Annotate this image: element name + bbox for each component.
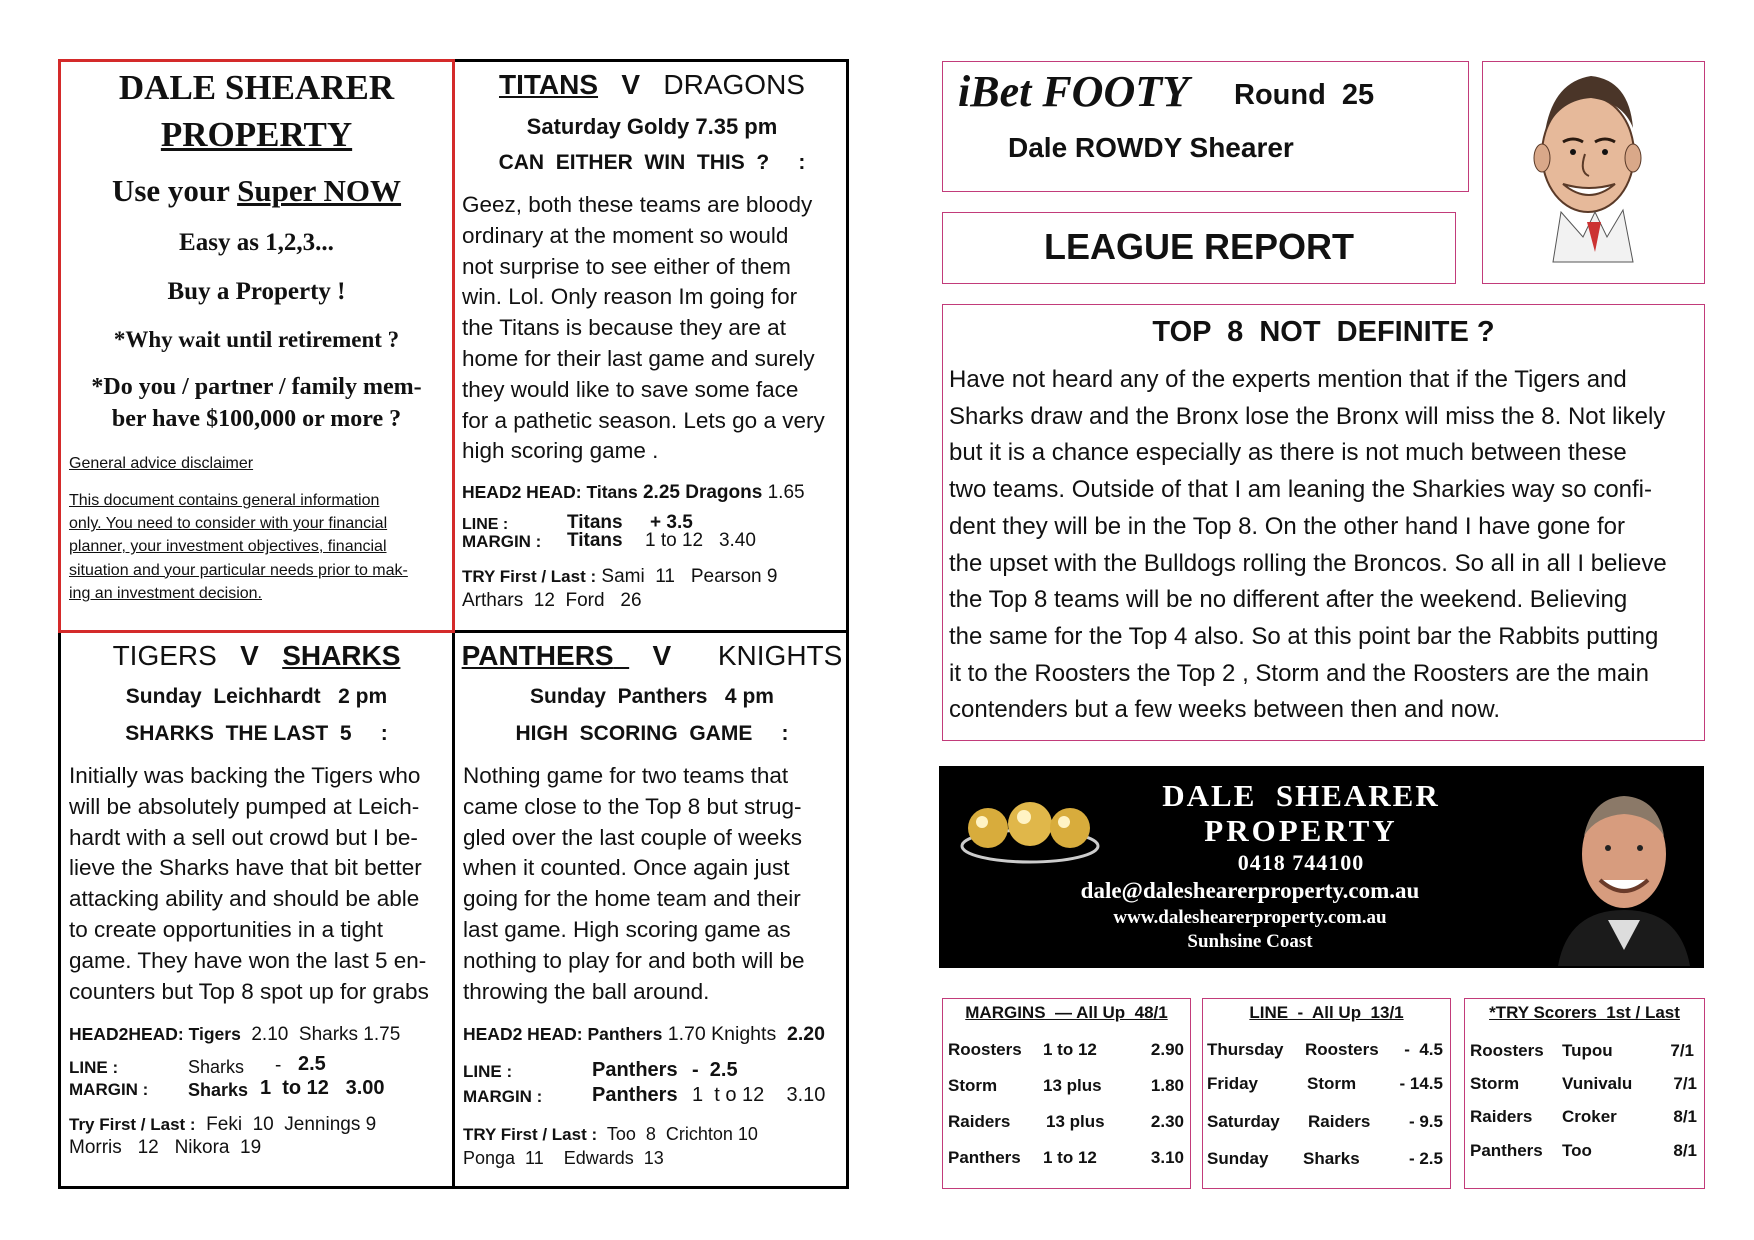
titans-try2: Arthars 12 Ford 26 — [462, 590, 642, 611]
disclaimer-line: only. You need to consider with your financial — [69, 515, 388, 533]
team-knights: KNIGHTS — [717, 640, 843, 671]
titans-line-team: Titans — [567, 512, 623, 533]
row-player: Tupou — [1562, 1041, 1613, 1060]
banner-name1: DALE SHEARER — [1162, 778, 1440, 813]
team-panthers: PANTHERS — [461, 640, 614, 671]
body-line: Initially was backing the Tigers who — [69, 763, 421, 788]
body-line: Geez, both these teams are bloody — [462, 192, 813, 217]
row-odds: 3.10 — [1150, 1148, 1184, 1167]
body-line: will be absolutely pumped at Leich- — [69, 793, 420, 819]
try-label: Try First / Last : — [69, 1115, 196, 1134]
panthers-body — [463, 761, 848, 1007]
body-line: the Titans is because they are at — [462, 315, 786, 341]
row-team: Raiders — [1308, 1112, 1371, 1131]
titans-line-label: LINE : — [462, 516, 509, 533]
banner-phone: 0418 744100 — [1237, 850, 1365, 875]
table-row — [1470, 1074, 1702, 1096]
titans-margin-team: Titans — [567, 530, 623, 551]
titans-matchup — [455, 69, 849, 101]
body-line: Nothing game for two teams that — [463, 763, 789, 788]
body-line: came close to the Top 8 but strug- — [463, 793, 802, 819]
body-line: going for the home team and their — [463, 886, 801, 912]
table-row — [1470, 1041, 1702, 1063]
panthers-try1 — [463, 1124, 758, 1145]
row-day: Saturday — [1207, 1112, 1280, 1131]
versus: V — [621, 69, 641, 100]
panthers-line-label: LINE : — [463, 1062, 513, 1081]
body-line: Sharks draw and the Bronx lose the Bronx will miss the 8. Not likely — [949, 402, 1666, 430]
tigers-line-value: 2.5 — [298, 1053, 326, 1075]
row-odds: 7/1 — [1670, 1041, 1694, 1060]
tigers-matchup — [58, 640, 455, 672]
body-line: home for their last game and surely — [462, 345, 815, 371]
body-line: win. Lol. Only reason Im going for — [462, 284, 798, 310]
try-title: *TRY Scorers 1st / Last — [1489, 1003, 1680, 1022]
ad-title-line2: PROPERTY — [160, 115, 353, 154]
tigers-when: Sunday Leichhardt 2 pm — [125, 685, 388, 708]
ad-super-prefix: Use your — [111, 173, 238, 208]
try-players: Too 8 Crichton 10 — [606, 1124, 758, 1144]
row-team: Sharks — [1303, 1149, 1360, 1168]
body-line: last game. High scoring game as — [463, 916, 791, 942]
team-sharks: SHARKS — [282, 640, 401, 671]
body-line: they would like to save some face — [462, 376, 799, 402]
ad-easy-line: Easy as 1,2,3... — [179, 229, 334, 256]
h2h-label: HEAD2HEAD: Tigers — [69, 1024, 241, 1044]
banner-region: Sunhsine Coast — [1187, 931, 1313, 952]
row-odds: 8/1 — [1673, 1107, 1697, 1126]
row-range: 1 to 12 — [1043, 1148, 1097, 1167]
body-line: the Top 8 teams will be no different after the weekend. Believing — [949, 586, 1628, 614]
table-row — [1207, 1074, 1447, 1096]
titans-when: Saturday Goldy 7.35 pm — [526, 114, 778, 139]
row-range: 13 plus — [1046, 1112, 1105, 1131]
try-label: TRY First / Last : — [462, 567, 597, 586]
row-team: Storm — [948, 1076, 998, 1095]
gold-balls-logo — [948, 780, 1108, 870]
banner-email: dale@daleshearerproperty.com.au — [1080, 878, 1420, 903]
h2h-odds: 1.70 Knights — [667, 1023, 777, 1045]
tigers-body — [69, 761, 454, 1007]
caricature-box — [1482, 61, 1705, 284]
ad-buy-line: Buy a Property ! — [167, 278, 346, 305]
row-day: Sunday — [1207, 1149, 1269, 1168]
try-players: Feki 10 Jennings 9 — [206, 1114, 377, 1135]
disclaimer-title: General advice disclaimer — [69, 455, 254, 472]
disclaimer-line: This document contains general information — [69, 492, 380, 509]
row-team: Panthers — [1470, 1141, 1543, 1160]
h2h-odds: 2.25 — [642, 482, 680, 503]
row-odds: 8/1 — [1673, 1141, 1697, 1160]
body-line: the upset with the Bulldogs rolling the Broncos. So all in all I believe — [949, 549, 1667, 577]
body-line: attacking ability and should be able — [69, 886, 420, 912]
titans-body — [462, 190, 847, 467]
row-value: - 4.5 — [1404, 1040, 1443, 1059]
versus: V — [240, 640, 259, 671]
panthers-margin-team: Panthers — [592, 1084, 678, 1106]
titans-headline: CAN EITHER WIN THIS ? : — [498, 151, 806, 174]
row-team: Roosters — [1305, 1040, 1379, 1059]
tigers-try2: Morris 12 Nikora 19 — [69, 1137, 262, 1158]
row-range: 13 plus — [1043, 1076, 1102, 1095]
ad-super-now: Super NOW — [237, 173, 402, 208]
row-team: Roosters — [1470, 1041, 1544, 1060]
body-line: nothing to play for and both will be — [463, 947, 805, 973]
body-line: but it is a chance especially as there is not much between these — [949, 439, 1627, 467]
tigers-headline: SHARKS THE LAST 5 : — [125, 722, 388, 745]
tigers-line-label: LINE : — [69, 1058, 119, 1077]
row-day: Thursday — [1207, 1040, 1284, 1059]
body-line: it to the Roosters the Top 2 , Storm and the Roosters are the main — [949, 659, 1649, 687]
titans-h2h — [462, 482, 805, 504]
table-row — [1207, 1149, 1447, 1171]
ad-do-line2: ber have $100,000 or more ? — [111, 406, 402, 432]
tigers-margin-team: Sharks — [188, 1080, 249, 1100]
round-label: Round 25 — [1234, 79, 1375, 111]
try-label: TRY First / Last : — [463, 1125, 598, 1144]
row-player: Too — [1562, 1141, 1592, 1160]
panthers-when: Sunday Panthers 4 pm — [530, 685, 774, 708]
h2h-label: HEAD2 HEAD: Panthers — [463, 1024, 663, 1044]
table-row — [1470, 1141, 1702, 1163]
table-row — [1207, 1040, 1447, 1062]
row-range: 1 to 12 — [1043, 1040, 1097, 1059]
row-value: - 14.5 — [1399, 1074, 1443, 1093]
tigers-margin-value: 1 to 12 3.00 — [260, 1077, 385, 1099]
team-dragons: DRAGONS — [663, 69, 805, 100]
body-line: for a pathetic season. Lets go a very — [462, 407, 825, 433]
ad-super-line — [61, 173, 452, 209]
row-team: Raiders — [948, 1112, 1011, 1131]
agent-photo — [1548, 770, 1700, 966]
titans-margin-label: MARGIN : — [462, 532, 542, 551]
ad-why-line: *Why wait until retirement ? — [113, 327, 400, 352]
team-tigers: TIGERS — [112, 640, 217, 671]
h2h-team: Dragons — [685, 482, 763, 503]
titans-margin-value: 1 to 12 3.40 — [645, 530, 756, 551]
versus: V — [652, 640, 672, 671]
tigers-h2h — [69, 1024, 400, 1046]
tigers-margin-label: MARGIN : — [69, 1080, 149, 1099]
margins-title: MARGINS — All Up 48/1 — [965, 1003, 1168, 1022]
league-report-title: LEAGUE REPORT — [1043, 226, 1355, 267]
row-team: Raiders — [1470, 1107, 1533, 1126]
h2h-label: HEAD2 HEAD: Titans — [462, 482, 638, 502]
tigers-line-dash: - — [275, 1055, 282, 1076]
team-titans: TITANS — [499, 69, 599, 100]
body-line: not surprise to see either of them — [462, 253, 791, 279]
tigers-line-team: Sharks — [188, 1057, 245, 1077]
body-line: contenders but a few weeks between then and now. — [949, 696, 1501, 724]
disclaimer-text — [69, 489, 454, 605]
body-line: counters but Top 8 spot up for grabs — [69, 978, 429, 1004]
table-row — [948, 1148, 1188, 1170]
line-title: LINE - All Up 13/1 — [1249, 1003, 1404, 1022]
ad-do-line1: *Do you / partner / family mem- — [91, 374, 422, 400]
titans-try1 — [462, 566, 777, 588]
row-player: Croker — [1562, 1107, 1617, 1126]
body-line: Have not heard any of the experts mention that if the Tigers and — [949, 366, 1627, 393]
row-team: Storm — [1470, 1074, 1520, 1093]
row-value: - 9.5 — [1408, 1112, 1443, 1131]
row-odds: 1.80 — [1150, 1076, 1184, 1095]
table-row — [948, 1112, 1188, 1134]
row-team: Storm — [1307, 1074, 1357, 1093]
panthers-headline: HIGH SCORING GAME : — [515, 722, 789, 745]
caricature-image — [1483, 62, 1703, 282]
panthers-line-value: - 2.5 — [692, 1059, 738, 1081]
table-row — [948, 1076, 1188, 1098]
brand-title: iBet FOOTY — [958, 67, 1189, 116]
body-line: hardt with a sell out crowd but I be- — [69, 824, 418, 850]
panthers-h2h — [463, 1023, 825, 1046]
body-line: throwing the ball around. — [463, 978, 710, 1004]
row-player: Vunivalu — [1562, 1074, 1633, 1093]
disclaimer-line: planner, your investment objectives, financial — [69, 538, 387, 556]
body-line: the same for the Top 4 also. So at this point bar the Rabbits putting — [949, 622, 1659, 650]
row-odds: 2.90 — [1150, 1040, 1184, 1059]
row-day: Friday — [1207, 1074, 1259, 1093]
row-odds: 7/1 — [1673, 1074, 1697, 1093]
try-players: Sami 11 Pearson 9 — [601, 566, 778, 587]
body-line: gled over the last couple of weeks — [463, 824, 802, 850]
row-odds: 2.30 — [1150, 1112, 1184, 1131]
panthers-margin-value: 1 t o 12 3.10 — [692, 1084, 826, 1106]
tigers-try1 — [69, 1114, 376, 1136]
h2h-odds: 1.65 — [767, 482, 805, 503]
row-team: Roosters — [948, 1040, 1022, 1059]
body-line: ordinary at the moment so would — [462, 222, 789, 248]
row-value: - 2.5 — [1408, 1149, 1443, 1168]
ad-title-line1: DALE SHEARER — [118, 68, 395, 107]
article-body — [949, 362, 1704, 729]
author-name: Dale ROWDY Shearer — [1008, 132, 1294, 163]
body-line: to create opportunities in a tight — [69, 916, 383, 942]
titans-line-value: + 3.5 — [650, 512, 693, 533]
table-row — [948, 1040, 1188, 1062]
panthers-margin-label: MARGIN : — [463, 1087, 543, 1106]
disclaimer-line: situation and your particular needs prior to mak- — [69, 561, 408, 579]
row-team: Panthers — [948, 1148, 1021, 1167]
body-line: when it counted. Once again just — [463, 855, 790, 881]
disclaimer-line: ing an investment decision. — [69, 584, 262, 602]
body-line: dent they will be in the Top 8. On the other hand I have gone for — [949, 512, 1626, 540]
h2h-odds: 2.20 — [787, 1023, 825, 1045]
banner-web: www.daleshearerproperty.com.au — [1113, 907, 1387, 928]
body-line: high scoring game . — [462, 438, 659, 464]
panthers-line-team: Panthers — [592, 1059, 678, 1081]
h2h-odds: 2.10 Sharks 1.75 — [251, 1024, 401, 1045]
body-line: two teams. Outside of that I am leaning the Sharkies way so confi- — [949, 476, 1653, 504]
banner-name2: PROPERTY — [1204, 813, 1398, 848]
table-row — [1207, 1112, 1447, 1134]
body-line: game. They have won the last 5 en- — [69, 947, 427, 973]
article-title: TOP 8 NOT DEFINITE ? — [1152, 316, 1495, 348]
body-line: lieve the Sharks have that bit better — [69, 855, 422, 881]
table-row — [1470, 1107, 1702, 1129]
panthers-matchup — [455, 640, 849, 672]
panthers-try2: Ponga 11 Edwards 13 — [463, 1148, 664, 1168]
